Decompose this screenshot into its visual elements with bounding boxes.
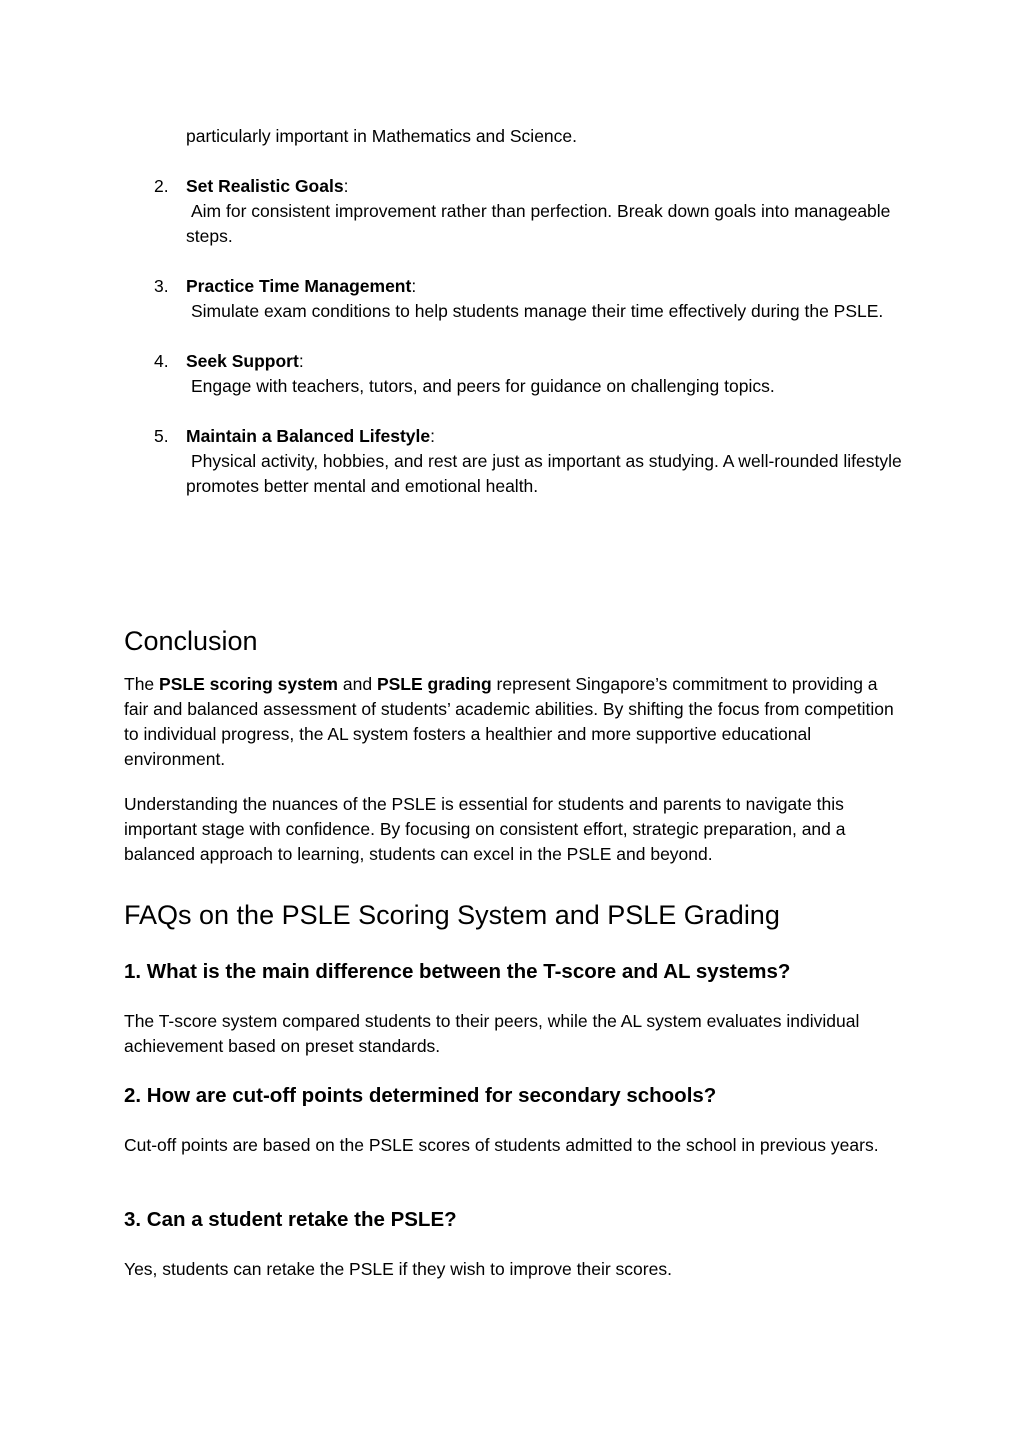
list-item-title: Set Realistic Goals <box>186 176 344 196</box>
list-item-colon: : <box>343 176 349 196</box>
faq-question: 2. How are cut-off points determined for secondary schools? <box>124 1084 717 1107</box>
faq-heading: FAQs on the PSLE Scoring System and PSLE Grading <box>124 900 780 930</box>
list-number: 4. <box>154 351 169 371</box>
bold-term-grading: PSLE grading <box>376 674 492 694</box>
conclusion-text: The <box>124 674 160 694</box>
list-item-text: Physical activity, hobbies, and rest are just as important as studying. A well-rounded lifestyle promotes better mental and emotional health. <box>186 451 902 496</box>
list-item-title: Practice Time Management <box>186 276 412 296</box>
faq-question: 3. Can a student retake the PSLE? <box>124 1208 457 1231</box>
conclusion-heading: Conclusion <box>124 626 258 656</box>
faq-question: 1. What is the main difference between the T-score and AL systems? <box>124 960 791 983</box>
list-item-title: Seek Support <box>186 351 299 371</box>
list-item-text: Simulate exam conditions to help students manage their time effectively during the PSLE. <box>191 301 884 321</box>
list-number: 3. <box>154 276 169 296</box>
list-item-body <box>186 349 906 399</box>
list-item <box>0 274 1024 324</box>
list-item-text: Engage with teachers, tutors, and peers for guidance on challenging topics. <box>191 376 775 396</box>
list-item <box>0 349 1024 399</box>
continuation-text: particularly important in Mathematics and Science. <box>186 126 578 146</box>
list-item-title: Maintain a Balanced Lifestyle <box>186 426 431 446</box>
bold-term-scoring-system: PSLE scoring system <box>159 674 338 694</box>
list-item <box>0 174 1024 249</box>
list-item-colon: : <box>411 276 417 296</box>
list-number: 5. <box>154 426 169 446</box>
tips-list <box>0 174 1024 524</box>
list-item-body <box>186 274 906 324</box>
list-number: 2. <box>154 176 169 196</box>
conclusion-text: and <box>338 674 377 694</box>
faq-answer: Cut-off points are based on the PSLE scores of students admitted to the school in previous years. <box>124 1135 879 1155</box>
list-item-body <box>186 424 906 499</box>
list-item-colon: : <box>298 351 304 371</box>
faq-answer: The T-score system compared students to their peers, while the AL system evaluates individual achievement based on preset standards. <box>124 1011 860 1056</box>
list-item-colon: : <box>430 426 435 446</box>
list-item <box>0 424 1024 499</box>
list-item-text: Aim for consistent improvement rather than perfection. Break down goals into manageable steps. <box>186 201 891 246</box>
conclusion-text: represent Singapore’s commitment to providing a fair and balanced assessment of students’ academic abilities. By shifting the focus from competition to individual progress, the AL system fosters a healthier and more supportive educational environment. <box>124 674 894 769</box>
conclusion-paragraph-1 <box>124 672 894 772</box>
conclusion-paragraph-2: Understanding the nuances of the PSLE is essential for students and parents to navigate this important stage with confidence. By focusing on consistent effort, strategic preparation, and a balanced approach to learning, students can excel in the PSLE and beyond. <box>124 794 846 864</box>
faq-answer: Yes, students can retake the PSLE if they wish to improve their scores. <box>124 1259 672 1279</box>
list-item-body <box>186 174 906 249</box>
